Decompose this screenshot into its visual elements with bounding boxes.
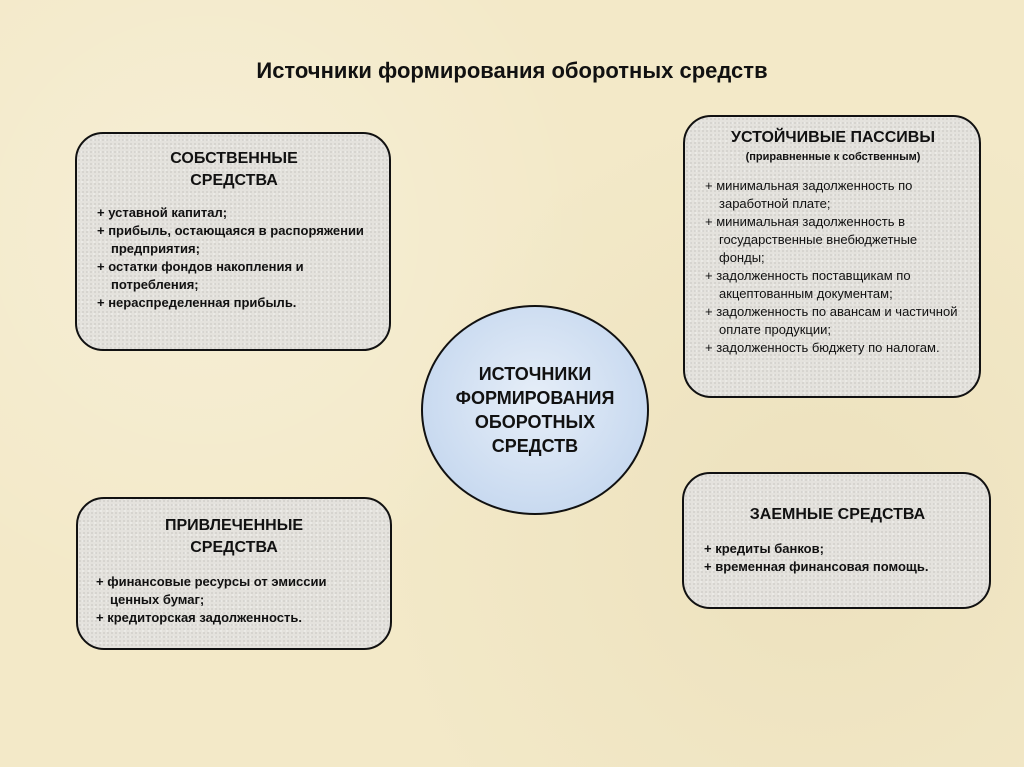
attracted-funds-heading-line2: СРЕДСТВА bbox=[190, 539, 278, 556]
borrowed-funds-heading: ЗАЕМНЫЕ СРЕДСТВА bbox=[749, 506, 926, 523]
attracted-funds-heading-line1: ПРИВЛЕЧЕННЫЕ bbox=[164, 517, 304, 534]
borrowed-funds-list bbox=[704, 540, 971, 576]
center-line2: ФОРМИРОВАНИЯ bbox=[455, 388, 615, 408]
list-item: + минимальная задолженность по заработной плате; bbox=[705, 178, 913, 211]
page-title: Источники формирования оборотных средств bbox=[256, 58, 768, 83]
stable-liabilities-heading: УСТОЙЧИВЫЕ ПАССИВЫ bbox=[731, 129, 935, 146]
list-item: + прибыль, остающаяся в распоряжении предприятия; bbox=[97, 223, 364, 256]
attracted-funds-list bbox=[96, 573, 372, 627]
center-circle bbox=[421, 305, 649, 515]
list-item: + кредиторская задолженность. bbox=[96, 610, 302, 625]
own-funds-box bbox=[75, 132, 391, 351]
own-funds-heading-line1: СОБСТВЕННЫЕ bbox=[170, 150, 298, 167]
list-item: + минимальная задолженность в государственные внебюджетные фонды; bbox=[705, 214, 918, 265]
stable-liabilities-box bbox=[683, 115, 981, 398]
stable-liabilities-list bbox=[705, 177, 961, 357]
attracted-funds-box bbox=[76, 497, 392, 650]
own-funds-list bbox=[97, 204, 371, 312]
list-item: + кредиты банков; bbox=[704, 541, 824, 556]
list-item: + нераспределенная прибыль. bbox=[97, 295, 297, 310]
list-item: + уставной капитал; bbox=[97, 205, 228, 220]
own-funds-heading bbox=[97, 148, 371, 192]
list-item: + задолженность по авансам и частичной оплате продукции; bbox=[705, 304, 958, 337]
own-funds-heading-line2: СРЕДСТВА bbox=[190, 172, 278, 189]
stable-liabilities-subheading: (приравненные к собственным) bbox=[745, 151, 921, 163]
center-line3: ОБОРОТНЫХ bbox=[474, 412, 596, 432]
attracted-funds-heading bbox=[96, 515, 372, 559]
center-line1: ИСТОЧНИКИ bbox=[478, 364, 592, 384]
list-item: + задолженность бюджету по налогам. bbox=[705, 340, 940, 355]
list-item: + остатки фондов накопления и потребления; bbox=[97, 259, 304, 292]
list-item: + временная финансовая помощь. bbox=[704, 559, 929, 574]
list-item: + задолженность поставщикам по акцептованным документам; bbox=[705, 268, 911, 301]
center-line4: СРЕДСТВ bbox=[491, 436, 579, 456]
center-circle-text bbox=[456, 362, 615, 458]
borrowed-funds-box bbox=[682, 472, 991, 609]
list-item: + финансовые ресурсы от эмиссии ценных бумаг; bbox=[96, 574, 327, 607]
